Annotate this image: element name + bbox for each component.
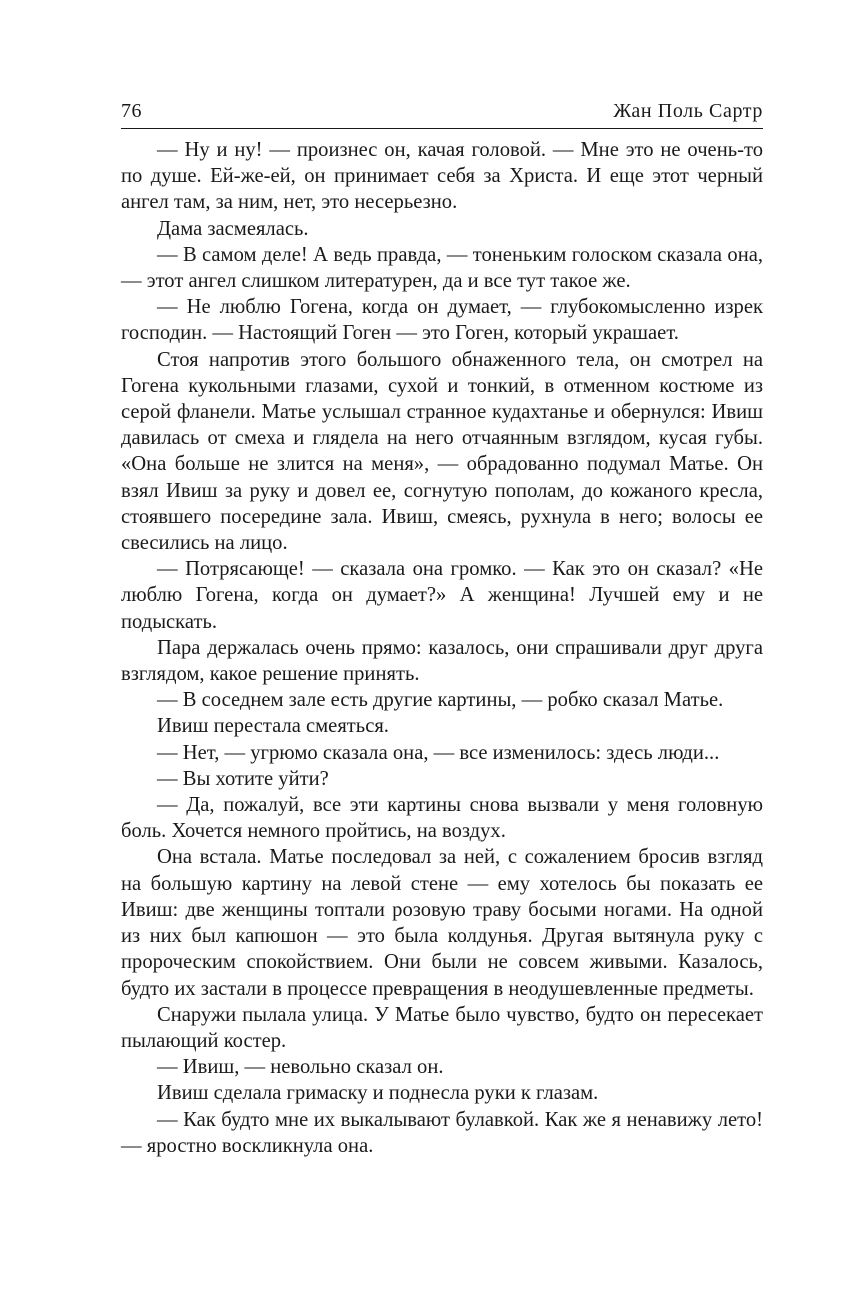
paragraph: — В соседнем зале есть другие картины, — робко сказал Матье.	[157, 689, 724, 712]
paragraph: — Потрясающе! — сказала она громко. — Как это он сказал? «Не люблю Гогена, когда он думает?» А женщина! Лучшей ему и не подыскать.	[121, 558, 763, 633]
paragraph: — Ивиш, — невольно сказал он.	[157, 1056, 444, 1079]
paragraph: Ивиш сделала гримаску и поднесла руки к глазам.	[157, 1082, 599, 1105]
paragraph: Дама засмеялась.	[157, 217, 309, 240]
paragraph: — Да, пожалуй, все эти картины снова вызвали у меня головную боль. Хочется немного пройтись, на воздух.	[121, 794, 763, 843]
paragraph: Снаружи пылала улица. У Матье было чувство, будто он пересекает пылающий костер.	[121, 1003, 763, 1052]
paragraph: — Ну и ну! — произнес он, качая головой. — Мне это не очень-то по душе. Ей-же-ей, он принимает себя за Христа. И еще этот черный ангел там, за ним, нет, это несерьезно.	[121, 139, 763, 214]
paragraph: Она встала. Матье последовал за ней, с сожалением бросив взгляд на большую картину на левой стене — ему хотелось бы показать ее Ивиш: две женщины топтали розовую траву босыми ногами. На одной из них был капюшон — это была колдунья. Другая вытянула руку с пророческим спокойствием. Они были не совсем живыми. Казалось, будто их застали в процессе превращения в неодушевленные предметы.	[121, 846, 763, 1000]
paragraph: Стоя напротив этого большого обнаженного тела, он смотрел на Гогена кукольными глазами, сухой и тонкий, в отменном костюме из серой фланели. Матье услышал странное кудахтанье и обернулся: Ивиш давилась от смеха и глядела на него отчаянным взглядом, кусая губы. «Она больше не злится на меня», — обрадованно подумал Матье. Он взял Ивиш за руку и довел ее, согнутую пополам, до кожаного кресла, стоявшего посередине зала. Ивиш, смеясь, рухнула в него; волосы ее свесились на лицо.	[121, 348, 763, 555]
paragraph: — Не люблю Гогена, когда он думает, — глубокомысленно изрек господин. — Настоящий Гоген — это Гоген, который украшает.	[121, 296, 763, 345]
paragraph: — В самом деле! А ведь правда, — тоненьким голоском сказала она, — этот ангел слишком литературен, да и все тут такое же.	[121, 243, 763, 293]
paragraph: — Вы хотите уйти?	[157, 767, 329, 790]
paragraph: Ивиш перестала смеяться.	[157, 715, 389, 738]
paragraph: Пара держалась очень прямо: казалось, они спрашивали друг друга взглядом, какое решение принять.	[121, 636, 763, 686]
running-head	[121, 98, 763, 129]
paragraph: — Как будто мне их выкалывают булавкой. Как же я ненавижу лето! — яростно воскликнула она.	[121, 1108, 763, 1157]
paragraph: — Нет, — угрюмо сказала она, — все изменилось: здесь люди...	[157, 741, 720, 764]
body-text	[121, 137, 763, 1159]
book-page	[121, 98, 763, 1159]
page-number: 76	[121, 100, 142, 122]
running-head-author: Жан Поль Сартр	[613, 100, 763, 122]
